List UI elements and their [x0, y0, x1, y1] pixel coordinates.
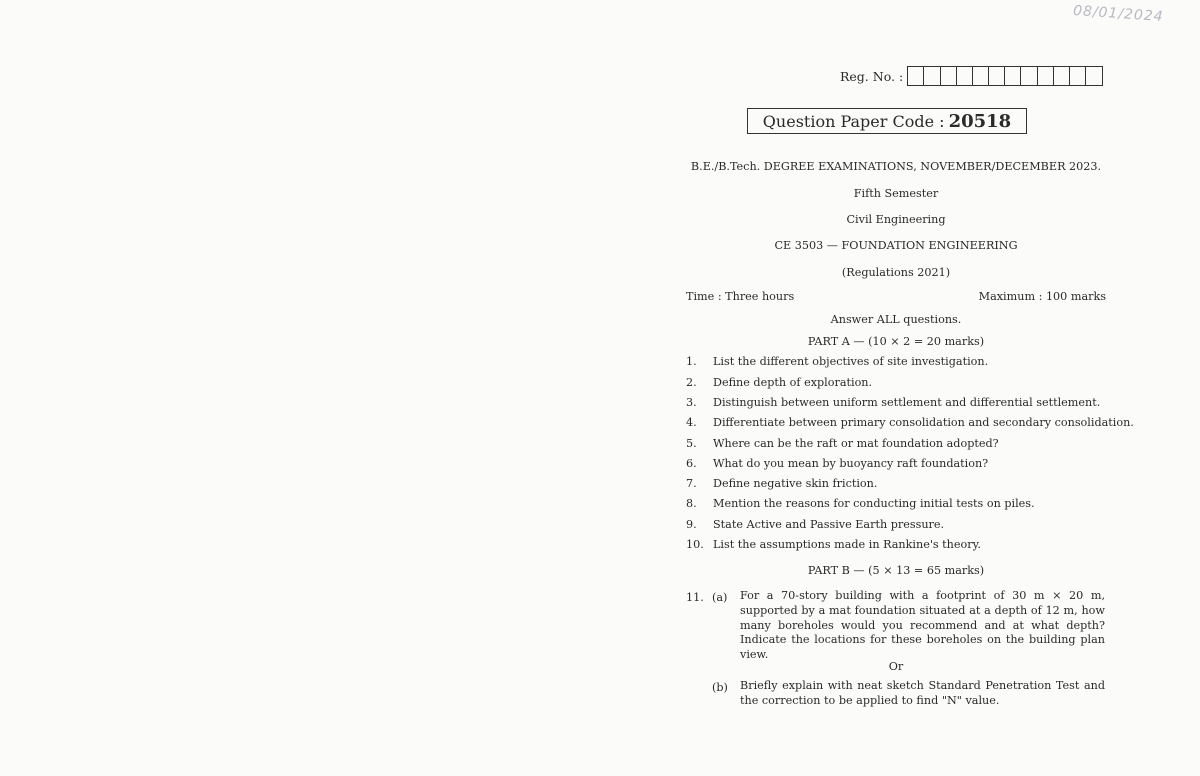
question-text: Differentiate between primary consolidation and secondary consolidation.: [713, 416, 1134, 429]
question-item: [686, 437, 999, 450]
question-text: List the different objectives of site investigation.: [713, 355, 989, 368]
question-text: What do you mean by buoyancy raft foundation?: [713, 457, 989, 470]
question-number: 10.: [686, 538, 704, 551]
part-a-heading: PART A — (10 × 2 = 20 marks): [807, 335, 985, 348]
question-number: 4.: [686, 416, 697, 429]
reg-digit-box: [1054, 67, 1070, 85]
question-item: [686, 477, 877, 490]
question-item: [686, 376, 872, 389]
time-marks-row: [686, 290, 1106, 303]
or-separator: Or: [888, 660, 904, 673]
question-text: Distinguish between uniform settlement and differential settlement.: [713, 396, 1101, 409]
question-11-number: 11.: [686, 591, 704, 604]
question-item: [686, 396, 1100, 409]
question-11a-text: For a 70-story building with a footprint of 30 m × 20 m, supported by a mat foundation situated at a depth of 12 m, how many boreholes would you recommend and at what depth? Indicate the locations for these boreholes on the building plan view.: [740, 589, 1105, 662]
reg-digit-box: [1021, 67, 1037, 85]
reg-number-boxes: [907, 66, 1103, 86]
question-number: 3.: [686, 396, 697, 409]
semester: Fifth Semester: [853, 187, 939, 200]
question-item: [686, 457, 988, 470]
sub-question-b-label: (b): [712, 681, 728, 694]
question-item: [686, 355, 988, 368]
reg-digit-box: [1038, 67, 1054, 85]
question-number: 8.: [686, 497, 697, 510]
question-number: 2.: [686, 376, 697, 389]
code-label: Question Paper Code :: [762, 111, 945, 131]
reg-digit-box: [973, 67, 989, 85]
exam-title: B.E./B.Tech. DEGREE EXAMINATIONS, NOVEMBER/DECEMBER 2023.: [690, 160, 1102, 173]
instruction: Answer ALL questions.: [830, 313, 962, 326]
reg-digit-box: [957, 67, 973, 85]
code-number: 20518: [948, 110, 1012, 132]
reg-digit-box: [1005, 67, 1021, 85]
question-item: [686, 518, 944, 531]
reg-digit-box: [908, 67, 924, 85]
regulations: (Regulations 2021): [841, 266, 951, 279]
reg-digit-box: [989, 67, 1005, 85]
branch: Civil Engineering: [846, 213, 946, 226]
question-paper-code-box: [747, 108, 1027, 134]
reg-digit-box: [941, 67, 957, 85]
question-text: Mention the reasons for conducting initial tests on piles.: [713, 497, 1035, 510]
part-b-heading: PART B — (5 × 13 = 65 marks): [807, 564, 985, 577]
question-text: Where can be the raft or mat foundation adopted?: [713, 437, 999, 450]
handwritten-date: 08/01/2024: [1072, 2, 1165, 26]
question-item: [686, 497, 1035, 510]
reg-digit-box: [1070, 67, 1086, 85]
question-item: [686, 538, 981, 551]
course-title: CE 3503 — FOUNDATION ENGINEERING: [774, 239, 1018, 252]
question-11b-text: Briefly explain with neat sketch Standard Penetration Test and the correction to be applied to find "N" value.: [740, 679, 1105, 707]
reg-digit-box: [1086, 67, 1102, 85]
maximum-marks: Maximum : 100 marks: [978, 290, 1106, 303]
question-number: 9.: [686, 518, 697, 531]
question-text: Define negative skin friction.: [713, 477, 878, 490]
question-text: State Active and Passive Earth pressure.: [713, 518, 945, 531]
question-number: 6.: [686, 457, 697, 470]
question-item: [686, 416, 1134, 429]
time-allowed: Time : Three hours: [686, 290, 795, 303]
sub-question-a-label: (a): [712, 591, 728, 604]
question-number: 5.: [686, 437, 697, 450]
question-number: 7.: [686, 477, 697, 490]
question-text: Define depth of exploration.: [713, 376, 873, 389]
question-text: List the assumptions made in Rankine's theory.: [713, 538, 981, 551]
reg-digit-box: [924, 67, 940, 85]
question-number: 1.: [686, 355, 697, 368]
reg-number-field: [840, 66, 1103, 86]
reg-label: Reg. No. :: [840, 68, 904, 84]
